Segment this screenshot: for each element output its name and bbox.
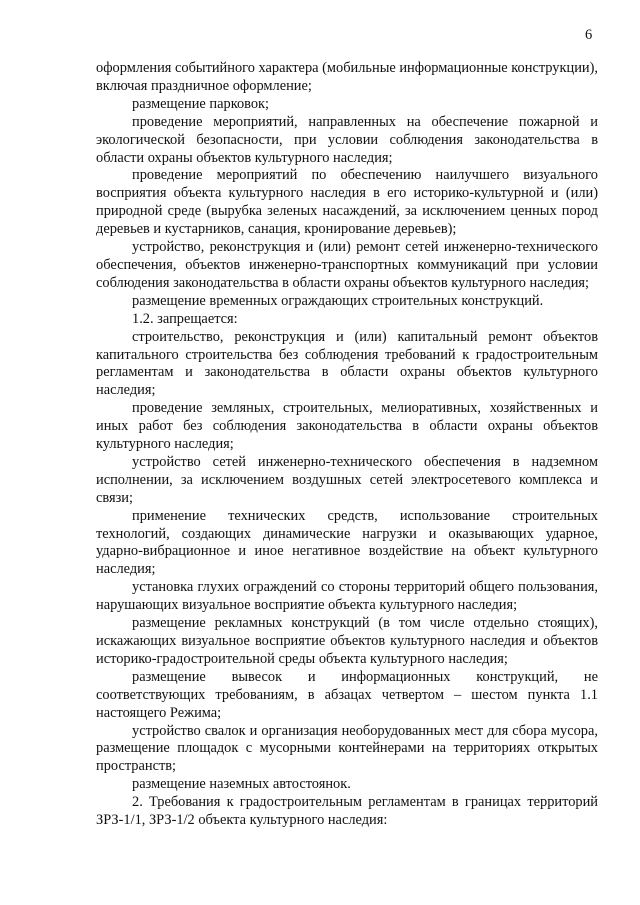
paragraph: установка глухих ограждений со стороны территорий общего пользования, нарушающих визуальное восприятие объекта культурного наследия; [96, 579, 598, 614]
paragraph: применение технических средств, использование строительных технологий, создающих динамические нагрузки и оказывающих ударное, ударно-вибрационное и иное негативное воздействие на объект культурного наследия; [96, 507, 598, 578]
paragraph: строительство, реконструкция и (или) капитальный ремонт объектов капитального строительства без соблюдения требований к градостроительным регламентам и законодательства в области охраны объектов культурного наследия; [96, 328, 598, 399]
paragraph: проведение мероприятий, направленных на обеспечение пожарной и экологической безопасности, при условии соблюдения законодательства в области охраны объектов культурного наследия; [96, 113, 598, 166]
paragraph: размещение вывесок и информационных конструкций, не соответствующих требованиям, в абзацах четвертом – шестом пункта 1.1 настоящего Режима; [96, 668, 598, 721]
paragraph: размещение наземных автостоянок. [132, 776, 351, 793]
document-body [96, 60, 598, 830]
paragraph: устройство свалок и организация необорудованных мест для сбора мусора, размещение площадок с мусорными контейнерами на территориях открытых пространств; [96, 722, 598, 775]
paragraph: размещение парковок; [132, 95, 270, 112]
paragraph: размещение временных ограждающих строительных конструкций. [132, 292, 544, 309]
paragraph: проведение мероприятий по обеспечению наилучшего визуального восприятия объекта культурного наследия в его историко-культурной и (или) природной среде (вырубка зеленых насаждений, за исключением ценных пород деревьев и кустарников, санация, кронирование деревьев); [96, 167, 598, 238]
section-heading: 1.2. запрещается: [132, 310, 238, 327]
section-heading: 2. Требования к градостроительным регламентам в границах территорий ЗРЗ-1/1, ЗРЗ-1/2 объекта культурного наследия: [96, 794, 598, 829]
page-number: 6 [585, 27, 593, 43]
paragraph: устройство сетей инженерно-технического обеспечения в надземном исполнении, за исключением воздушных сетей электросетевого комплекса и связи; [96, 453, 598, 506]
paragraph-continuation: оформления событийного характера (мобильные информационные конструкции), включая праздничное оформление; [96, 60, 598, 94]
paragraph: проведение земляных, строительных, мелиоративных, хозяйственных и иных работ без соблюдения законодательства в области охраны объектов культурного наследия; [96, 400, 598, 453]
paragraph: размещение рекламных конструкций (в том числе отдельно стоящих), искажающих визуальное восприятие объектов культурного наследия и объектов историко-градостроительной среды объекта культурного наследия; [96, 615, 598, 667]
paragraph: устройство, реконструкция и (или) ремонт сетей инженерно-технического обеспечения, объектов инженерно-транспортных коммуникаций при условии соблюдения законодательства в области охраны объектов культурного наследия; [96, 239, 598, 291]
